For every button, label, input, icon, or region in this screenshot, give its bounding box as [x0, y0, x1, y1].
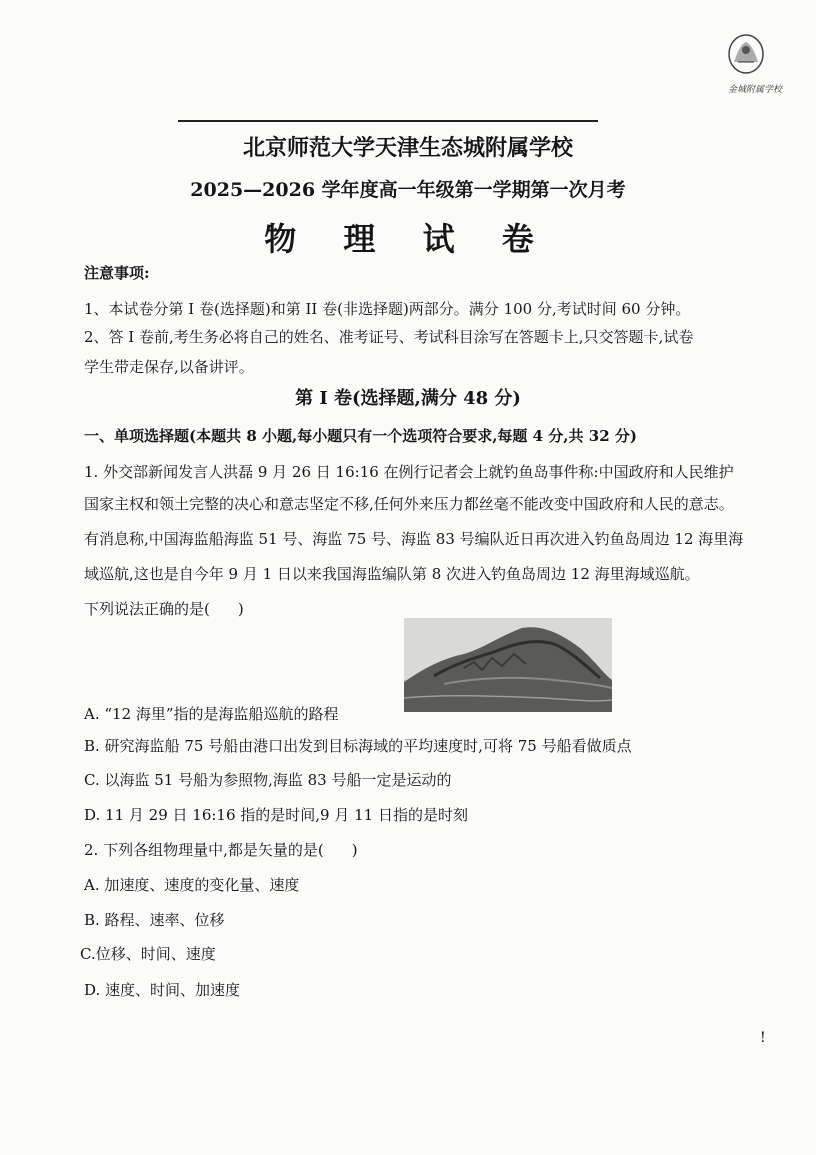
stamp-caption: 金城附属学校 [728, 85, 783, 95]
notes-item-2-line1: 2、答 I 卷前,考生务必将自己的姓名、准考证号、考试科目涂写在答题卡上,只交答题卡,试卷 [84, 328, 694, 346]
exam-title: 2025—2026 学年度高一年级第一学期第一次月考 [190, 179, 626, 201]
school-name: 北京师范大学天津生态城附属学校 [242, 135, 573, 161]
section-heading: 一、单项选择题(本题共 8 小题,每小题只有一个选项符合要求,每题 4 分,共 32 分) [84, 427, 637, 445]
notes-item-1: 1、本试卷分第 I 卷(选择题)和第 II 卷(非选择题)两部分。满分 100 分,考试时间 60 分钟。 [84, 300, 691, 318]
school-stamp [712, 30, 808, 102]
q1-stem-line4: 域巡航,这也是自今年 9 月 1 日以来我国海监编队第 8 次进入钓鱼岛周边 12 海里海域巡航。 [84, 565, 700, 583]
header-rule [178, 120, 598, 122]
q1-option-a: A. “12 海里”指的是海监船巡航的路程 [84, 705, 339, 723]
school-seal-logo [726, 32, 766, 78]
q2-option-c: C.位移、时间、速度 [80, 945, 216, 963]
subject-title: 物 理 试 卷 [264, 220, 552, 258]
q1-option-d: D. 11 月 29 日 16:16 指的是时间,9 月 11 日指的是时刻 [84, 806, 468, 824]
q2-stem-end: ) [351, 841, 358, 859]
q2-stem [84, 839, 358, 860]
q1-stem-line2: 国家主权和领土完整的决心和意志坚定不移,任何外来压力都丝毫不能改变中国政府和人民的意志。 [84, 495, 734, 513]
part1-title: 第 I 卷(选择题,满分 48 分) [295, 388, 521, 409]
notes-item-2-line2: 学生带走保存,以备讲评。 [84, 358, 254, 376]
q2-option-d: D. 速度、时间、加速度 [84, 981, 241, 999]
q1-prompt-text: 下列说法正确的是( [84, 600, 210, 618]
margin-mark: ! [760, 1030, 766, 1046]
q1-option-c: C. 以海监 51 号船为参照物,海监 83 号船一定是运动的 [84, 771, 452, 789]
q1-prompt-end: ) [237, 600, 244, 618]
diaoyu-island-photo [404, 618, 612, 712]
q1-stem-line3: 有消息称,中国海监船海监 51 号、海监 75 号、海监 83 号编队近日再次进入钓鱼岛周边 12 海里海 [84, 530, 744, 548]
q2-option-b: B. 路程、速率、位移 [84, 911, 225, 929]
notes-heading: 注意事项: [84, 264, 150, 282]
q2-stem-text: 2. 下列各组物理量中,都是矢量的是( [84, 841, 324, 859]
q2-option-a: A. 加速度、速度的变化量、速度 [84, 876, 300, 894]
q1-stem-line1: 1. 外交部新闻发言人洪磊 9 月 26 日 16:16 在例行记者会上就钓鱼岛事件称:中国政府和人民维护 [84, 463, 734, 481]
q1-option-b: B. 研究海监船 75 号船由港口出发到目标海域的平均速度时,可将 75 号船看做质点 [84, 737, 632, 755]
q1-prompt [84, 598, 244, 619]
